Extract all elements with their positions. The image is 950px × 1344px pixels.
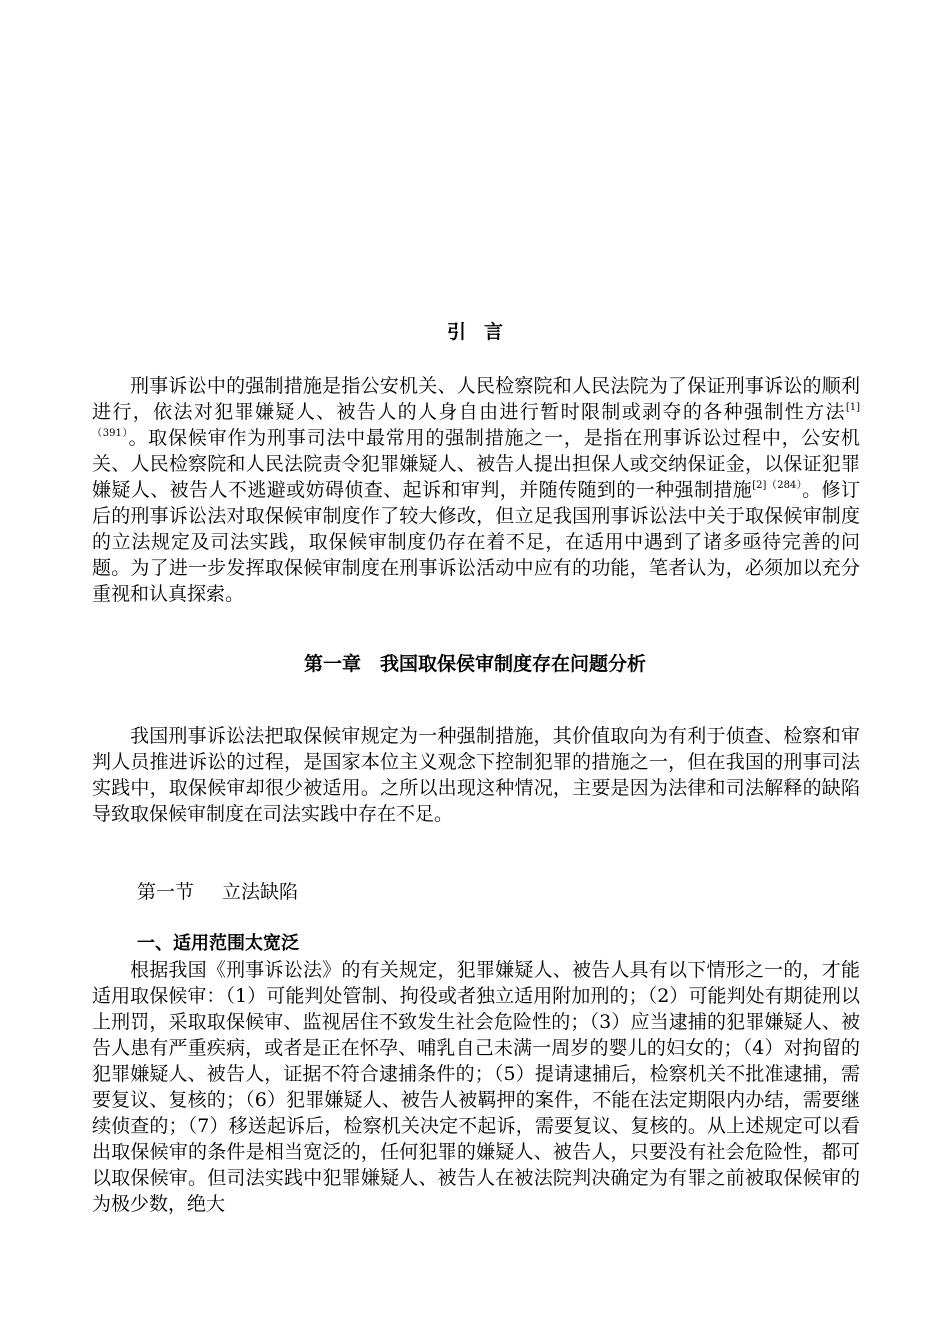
subsection-heading: 一、适用范围太宽泛 xyxy=(137,933,299,954)
intro-text-part2: 。取保候审作为刑事司法中最常用的强制措施之一，是指在刑事诉讼过程中，公安机关、人民检察院和人民法院责令犯罪嫌疑人、被告人提出担保人或交纳保证金，以保证犯罪嫌疑人、被告人不逃避或妨碍侦查、起诉和审判，并随传随到的一种强制措施 xyxy=(92,427,860,501)
subsection-paragraph: 根据我国《刑事诉讼法》的有关规定，犯罪嫌疑人、被告人具有以下情形之一的，才能适用取保候审：（1）可能判处管制、拘役或者独立适用附加刑的；（2）可能判处有期徒刑以上刑罚，采取取保候审、监视居住不致发生社会危险性的；（3）应当逮捕的犯罪嫌疑人、被告人患有严重疾病，或者是正在怀孕、哺乳自己未满一周岁的婴儿的妇女的；（4）对拘留的犯罪嫌疑人、被告人，证据不符合逮捕条件的；（5）提请逮捕后，检察机关不批准逮捕，需要复议、复核的；（6）犯罪嫌疑人、被告人被羁押的案件，不能在法定期限内办结，需要继续侦查的；（7）移送起诉后，检察机关决定不起诉，需要复议、复核的。从上述规定可以看出取保候审的条件是相当宽泛的，任何犯罪的嫌疑人、被告人，只要没有社会危险性，都可以取保候审。但司法实践中犯罪嫌疑人、被告人在被法院判决确定为有罪之前被取保候审的为极少数，绝大 xyxy=(92,959,860,1215)
intro-paragraph xyxy=(92,373,860,607)
intro-heading: 引言 xyxy=(446,321,521,343)
chapter-paragraph: 我国刑事诉讼法把取保候审规定为一种强制措施，其价值取向为有利于侦查、检察和审判人员推进诉讼的过程，是国家本位主义观念下控制犯罪的措施之一，但在我国的刑事司法实践中，取保候审却很少被适用。之所以出现这种情况，主要是因为法律和司法解释的缺陷导致取保候审制度在司法实践中存在不足。 xyxy=(92,725,860,825)
section-heading xyxy=(137,879,298,905)
section-number: 第一节 xyxy=(137,881,195,903)
intro-text-part3: 。修订后的刑事诉讼法对取保候审制度作了较大修改，但立足我国刑事诉讼法中关于取保候审制度的立法规定及司法实践，取保候审制度仍存在着不足，在适用中遇到了诸多亟待完善的问题。为了进一步发挥取保候审制度在刑事诉讼活动中应有的功能，笔者认为，必须加以充分重视和认真探索。 xyxy=(92,479,860,605)
section-title: 立法缺陷 xyxy=(222,881,299,903)
citation-1: [1]（391） xyxy=(92,402,860,439)
intro-text-part1: 刑事诉讼中的强制措施是指公安机关、人民检察院和人民法院为了保证刑事诉讼的顺利进行，依法对犯罪嫌疑人、被告人的人身自由进行暂时限制或剥夺的各种强制性方法 xyxy=(92,375,860,423)
chapter-heading: 第一章 我国取保侯审制度存在问题分析 xyxy=(303,653,646,675)
citation-2: [2]（284） xyxy=(752,480,803,491)
